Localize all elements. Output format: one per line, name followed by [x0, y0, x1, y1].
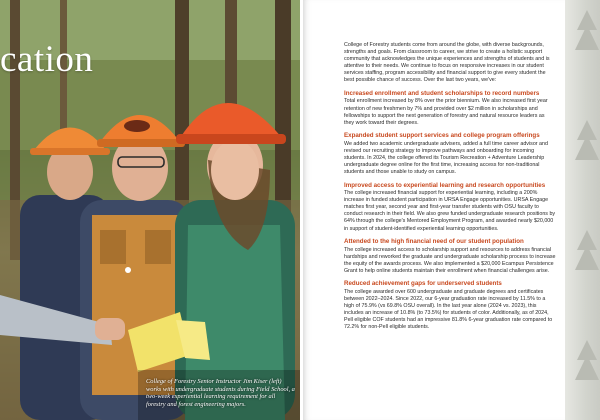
intro-paragraph: College of Forestry students come from around the globe, with diverse backgrounds, strengths and goals. From classroom to career, we strive to create a holistic support community that acknowledges the unique experiences and strengths of students and is attentive to their needs. We continue to focus on responsive increases in our student services staffing, program accessibility and financial support to give every student the best possible chance of success. Over the last two years, we've:: [344, 42, 550, 84]
section-body-support-services: We added two academic undergraduate advisers, added a full time career advisor and revised our recruiting strategy to improve pathways and onboarding for incoming students. In 2024, the college offered its Tourism Recreation + Adventure Leadership undergraduate degree online for the first time, increasing access for non-traditional students and those unable to study on campus.: [344, 140, 548, 176]
section-title-fragment: cation: [0, 39, 94, 80]
section-heading-financial-need: Attended to the high financial need of our student population: [344, 238, 524, 246]
section-heading-achievement-gaps: Reduced achievement gaps for underserved students: [344, 280, 502, 288]
section-heading-support-services: Expanded student support services and college program offerings: [344, 132, 540, 140]
text-page: [303, 0, 565, 420]
section-heading-enrollment: Increased enrollment and student scholarships to record numbers: [344, 89, 540, 97]
section-body-financial-need: The college increased access to scholarship support and resources to address financial hardships and reworked the graduate and undergraduate scholarship process to increase the equity of the awards process. We also implemented a $20,000 Ecampus Persistence Grant to help online students maintain their enrollment when financial challenges arise.: [344, 246, 556, 274]
section-body-experiential-learning: The college increased financial support for experiential learning, including a 200% increase in funded student participation in URSA Engage opportunities. URSA Engage matches first year, second year and first-year transfer students with OSU faculty to conduct research in their field. We also grew funded undergraduate research positions by 64% through the college's Mentored Employment Program, and awarded nearly $20,000 in support of student-identified experiential learning opportunities.: [344, 190, 556, 232]
article-content: [344, 42, 556, 331]
tree-pattern-icon: [575, 0, 600, 420]
section-heading-experiential-learning: Improved access to experiential learning and research opportunities: [344, 181, 546, 189]
photo-caption: College of Forestry Senior Instructor Jim Kiser (left) works with undergraduate students during Field School, a two-week experiential learning requirement for all forestry and forest engineering majors.: [146, 378, 295, 408]
section-body-achievement-gaps: The college awarded over 600 undergraduate and graduate degrees and certificates between 2022–2024. Since 2022, our 6-year graduation rate increased by 11.5% to a high of 75.9% (vs 69.8% OSU overall). In the last year alone (2024 vs. 2023), this includes an increase of 10.8% (to 73.5%) for students of color. Additionally, as of 2024, Pell eligible COF students had an impressive 81.8% 6-year graduation rate compared to 72.2% for non-Pell eligible students.: [344, 289, 553, 331]
section-body-enrollment: Total enrollment increased by 8% over the prior biennium. We also increased first year retention of new freshmen by 7% and provided over $2 million in scholarships and fellowships to support the next generation of forestry and natural resource leaders as they work toward their degrees.: [344, 98, 548, 126]
